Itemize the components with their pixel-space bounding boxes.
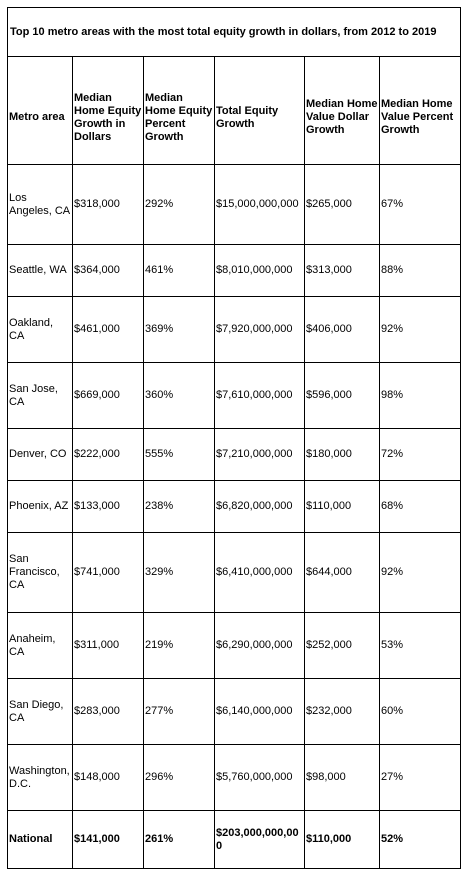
median-equity-percent-cell: 360% xyxy=(144,363,215,429)
home-value-percent-cell: 88% xyxy=(380,245,461,297)
table-body xyxy=(8,8,461,869)
home-value-percent-cell: 60% xyxy=(380,679,461,745)
column-header-home-value-dollars: Median Home Value Dollar Growth xyxy=(305,57,380,165)
metro-area-cell: Seattle, WA xyxy=(8,245,73,297)
total-equity-cell: $15,000,000,000 xyxy=(215,165,305,245)
table-row xyxy=(8,745,461,811)
median-equity-percent-cell: 296% xyxy=(144,745,215,811)
total-equity-cell: $6,290,000,000 xyxy=(215,613,305,679)
total-equity-cell: $6,140,000,000 xyxy=(215,679,305,745)
metro-area-cell: Oakland, CA xyxy=(8,297,73,363)
total-equity-cell: $7,610,000,000 xyxy=(215,363,305,429)
metro-area-cell: Washington, D.C. xyxy=(8,745,73,811)
national-home-value-percent-cell: 52% xyxy=(380,811,461,869)
column-header-metro-area: Metro area xyxy=(8,57,73,165)
metro-area-cell: San Diego, CA xyxy=(8,679,73,745)
title-row xyxy=(8,8,461,57)
total-equity-cell: $7,210,000,000 xyxy=(215,429,305,481)
home-value-percent-cell: 92% xyxy=(380,533,461,613)
median-equity-percent-cell: 461% xyxy=(144,245,215,297)
metro-area-cell: Los Angeles, CA xyxy=(8,165,73,245)
total-equity-cell: $6,410,000,000 xyxy=(215,533,305,613)
column-header-home-value-percent: Median Home Value Percent Growth xyxy=(380,57,461,165)
home-value-dollars-cell: $180,000 xyxy=(305,429,380,481)
median-equity-dollars-cell: $133,000 xyxy=(73,481,144,533)
median-equity-percent-cell: 238% xyxy=(144,481,215,533)
median-equity-percent-cell: 369% xyxy=(144,297,215,363)
median-equity-dollars-cell: $741,000 xyxy=(73,533,144,613)
metro-area-cell: San Jose, CA xyxy=(8,363,73,429)
column-header-median-equity-percent: Median Home Equity Percent Growth xyxy=(144,57,215,165)
table-row xyxy=(8,245,461,297)
home-value-percent-cell: 92% xyxy=(380,297,461,363)
home-value-dollars-cell: $110,000 xyxy=(305,481,380,533)
metro-area-cell: Denver, CO xyxy=(8,429,73,481)
median-equity-dollars-cell: $461,000 xyxy=(73,297,144,363)
table-row xyxy=(8,429,461,481)
home-value-dollars-cell: $596,000 xyxy=(305,363,380,429)
home-value-percent-cell: 68% xyxy=(380,481,461,533)
metro-area-cell: Phoenix, AZ xyxy=(8,481,73,533)
header-row xyxy=(8,57,461,165)
median-equity-percent-cell: 329% xyxy=(144,533,215,613)
national-median-equity-dollars-cell: $141,000 xyxy=(73,811,144,869)
table-title: Top 10 metro areas with the most total equity growth in dollars, from 2012 to 2019 xyxy=(8,8,461,57)
home-value-percent-cell: 98% xyxy=(380,363,461,429)
home-value-dollars-cell: $644,000 xyxy=(305,533,380,613)
home-value-percent-cell: 67% xyxy=(380,165,461,245)
total-equity-cell: $8,010,000,000 xyxy=(215,245,305,297)
median-equity-dollars-cell: $318,000 xyxy=(73,165,144,245)
median-equity-percent-cell: 555% xyxy=(144,429,215,481)
table-row xyxy=(8,481,461,533)
home-value-dollars-cell: $252,000 xyxy=(305,613,380,679)
table-row xyxy=(8,613,461,679)
home-value-dollars-cell: $232,000 xyxy=(305,679,380,745)
national-total-row xyxy=(8,811,461,869)
table-row xyxy=(8,533,461,613)
home-value-dollars-cell: $406,000 xyxy=(305,297,380,363)
metro-area-cell: Anaheim, CA xyxy=(8,613,73,679)
median-equity-dollars-cell: $669,000 xyxy=(73,363,144,429)
metro-area-cell: San Francisco, CA xyxy=(8,533,73,613)
home-value-dollars-cell: $313,000 xyxy=(305,245,380,297)
column-header-median-equity-dollars: Median Home Equity Growth in Dollars xyxy=(73,57,144,165)
median-equity-percent-cell: 292% xyxy=(144,165,215,245)
median-equity-percent-cell: 219% xyxy=(144,613,215,679)
column-header-total-equity: Total Equity Growth xyxy=(215,57,305,165)
median-equity-dollars-cell: $148,000 xyxy=(73,745,144,811)
median-equity-dollars-cell: $283,000 xyxy=(73,679,144,745)
home-value-percent-cell: 72% xyxy=(380,429,461,481)
table-row xyxy=(8,363,461,429)
total-equity-cell: $5,760,000,000 xyxy=(215,745,305,811)
home-value-percent-cell: 53% xyxy=(380,613,461,679)
national-total-equity-cell: $203,000,000,000 xyxy=(215,811,305,869)
median-equity-percent-cell: 277% xyxy=(144,679,215,745)
national-home-value-dollars-cell: $110,000 xyxy=(305,811,380,869)
home-value-dollars-cell: $98,000 xyxy=(305,745,380,811)
table-row xyxy=(8,297,461,363)
equity-growth-table xyxy=(7,7,461,869)
table-row xyxy=(8,679,461,745)
home-value-dollars-cell: $265,000 xyxy=(305,165,380,245)
total-equity-cell: $7,920,000,000 xyxy=(215,297,305,363)
home-value-percent-cell: 27% xyxy=(380,745,461,811)
total-equity-cell: $6,820,000,000 xyxy=(215,481,305,533)
national-metro-area-cell: National xyxy=(8,811,73,869)
national-median-equity-percent-cell: 261% xyxy=(144,811,215,869)
median-equity-dollars-cell: $364,000 xyxy=(73,245,144,297)
median-equity-dollars-cell: $311,000 xyxy=(73,613,144,679)
table-row xyxy=(8,165,461,245)
median-equity-dollars-cell: $222,000 xyxy=(73,429,144,481)
